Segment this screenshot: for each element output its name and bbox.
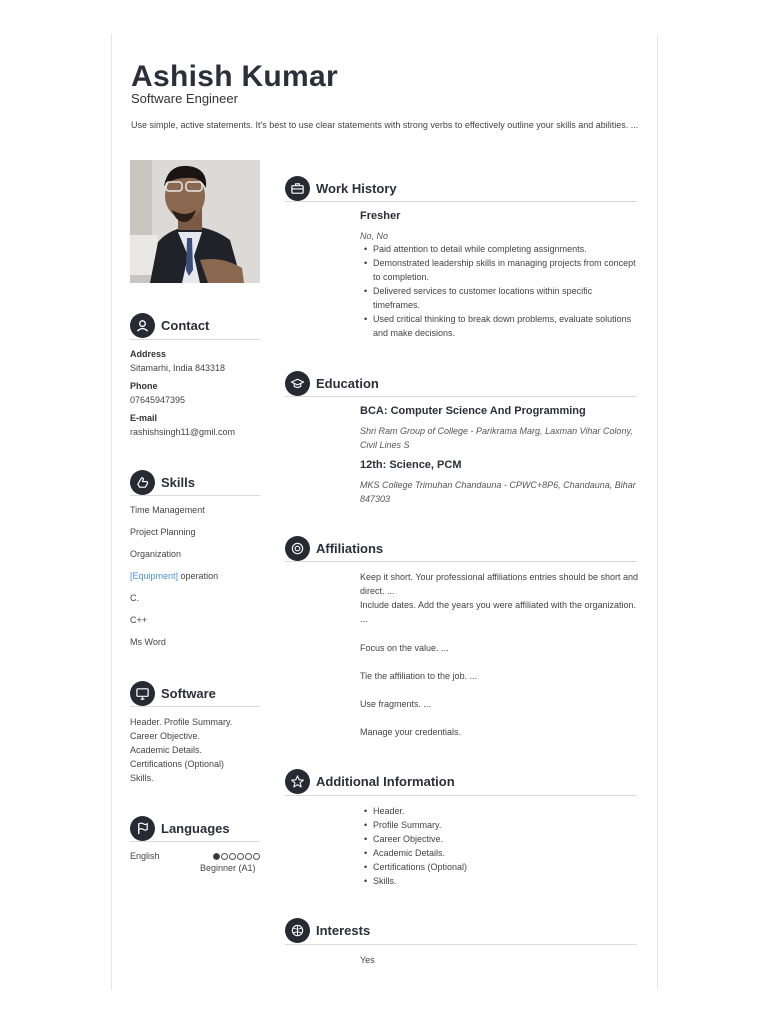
software-line: Certifications (Optional) (130, 759, 225, 769)
education-school-2: MKS College Trimuhan Chandauna - CPWC+8P6, Chandauna, Bihar 847303 (360, 480, 636, 504)
job-bullets (360, 242, 638, 340)
software-divider (130, 706, 260, 707)
software-line: Career Objective. (130, 731, 201, 741)
address-value: Sitamarhi, India 843318 (130, 363, 226, 373)
affiliation-line: Focus on the value. ... (360, 643, 449, 653)
rating-dot (213, 853, 220, 860)
additional-heading: Additional Information (316, 774, 455, 789)
job-bullet: • Paid attention to detail while completing assignments. (360, 242, 638, 256)
profile-summary: Use simple, active statements. It's best to use clear statements with strong verbs to effectively outline your skills and abilities. ... (131, 120, 639, 130)
skills-heading: Skills (161, 475, 195, 490)
interests-divider (285, 944, 637, 945)
rating-dot (237, 853, 244, 860)
phone-label: Phone (130, 381, 158, 391)
skill-item: Organization (130, 549, 182, 559)
candidate-name: Ashish Kumar (131, 60, 338, 93)
education-degree-1 (360, 405, 586, 417)
skills-hand-icon (130, 470, 155, 495)
person-icon (130, 313, 155, 338)
job-bullet: • Delivered services to customer locations within specific timeframes. (360, 284, 638, 312)
affiliation-line: Manage your credentials. (360, 727, 462, 737)
skills-divider (130, 495, 260, 496)
additional-divider (285, 795, 637, 796)
graduation-cap-icon (285, 371, 310, 396)
education-divider (285, 396, 637, 397)
contact-heading: Contact (161, 318, 210, 333)
software-heading: Software (161, 686, 216, 701)
rating-dot (253, 853, 260, 860)
additional-bullet: • Certifications (Optional) (360, 860, 638, 874)
affiliation-line: Keep it short. Your professional affiliations entries should be short and direct. ... (360, 572, 639, 596)
work-divider (285, 201, 637, 202)
badge-icon (285, 536, 310, 561)
affiliation-line: Use fragments. ... (360, 699, 432, 709)
contact-section-header (130, 313, 209, 338)
degree-field: : Science, PCM (382, 459, 462, 471)
phone-value: 07645947395 (130, 395, 186, 405)
skills-section-header (130, 470, 195, 495)
additional-bullets (360, 804, 638, 888)
skill-item: C. (130, 593, 139, 603)
additional-bullet: • Header. (360, 804, 638, 818)
skill-item: Ms Word (130, 637, 166, 647)
degree-field: : Computer Science And Programming (383, 405, 586, 417)
job-bullet: • Used critical thinking to break down problems, evaluate solutions and make decisions. (360, 312, 638, 340)
rating-dot (229, 853, 236, 860)
education-school-1: Shri Ram Group of College - Parikrama Marg, Laxman Vihar Colony, Civil Lines S (360, 426, 633, 450)
job-bullet: • Demonstrated leadership skills in managing projects from concept to completion. (360, 256, 638, 284)
email-label: E-mail (130, 413, 158, 423)
briefcase-icon (285, 176, 310, 201)
education-degree-2 (360, 459, 461, 471)
degree-name: 12th (360, 459, 383, 471)
address-label: Address (130, 349, 167, 359)
software-line: Header. Profile Summary. (130, 717, 233, 727)
interests-value: Yes (360, 955, 375, 965)
work-heading: Work History (316, 181, 397, 196)
skill-item: Project Planning (130, 527, 196, 537)
additional-bullet: • Profile Summary. (360, 818, 638, 832)
education-section-header (285, 371, 379, 396)
skill-item: C++ (130, 615, 148, 625)
skill-item: Time Management (130, 505, 205, 515)
skill-item-text: operation (180, 571, 219, 581)
monitor-icon (130, 681, 155, 706)
additional-bullet: • Career Objective. (360, 832, 638, 846)
affiliation-line: Include dates. Add the years you were affiliated with the organization. ... (360, 600, 637, 624)
degree-name: BCA (360, 405, 384, 417)
affiliations-divider (285, 561, 637, 562)
additional-bullet: • Academic Details. (360, 846, 638, 860)
candidate-title: Software Engineer (131, 91, 238, 106)
languages-heading: Languages (161, 821, 230, 836)
software-line: Academic Details. (130, 745, 203, 755)
equipment-link[interactable]: [Equipment] (130, 571, 179, 581)
job-meta: No, No (360, 231, 389, 241)
basketball-icon (285, 918, 310, 943)
languages-divider (130, 841, 260, 842)
language-level: Beginner (A1) (200, 863, 256, 873)
interests-section-header (285, 918, 370, 943)
rating-dot (221, 853, 228, 860)
additional-section-header (285, 769, 455, 794)
language-name: English (130, 851, 160, 861)
email-value: rashishsingh11@gmil.com (130, 427, 236, 437)
software-line: Skills. (130, 773, 154, 783)
work-section-header (285, 176, 397, 201)
affiliations-heading: Affiliations (316, 541, 384, 556)
affiliation-line: Tie the affiliation to the job. ... (360, 671, 478, 681)
profile-photo (130, 160, 260, 283)
software-section-header (130, 681, 216, 706)
flag-icon (130, 816, 155, 841)
interests-heading: Interests (316, 923, 371, 938)
education-heading: Education (316, 376, 379, 391)
job-title: Fresher (360, 210, 401, 222)
languages-section-header (130, 816, 230, 841)
star-icon (285, 769, 310, 794)
contact-divider (130, 339, 260, 340)
language-rating (213, 853, 260, 860)
additional-bullet: • Skills. (360, 874, 638, 888)
skill-item-equipment (130, 571, 218, 581)
affiliations-section-header (285, 536, 383, 561)
rating-dot (245, 853, 252, 860)
